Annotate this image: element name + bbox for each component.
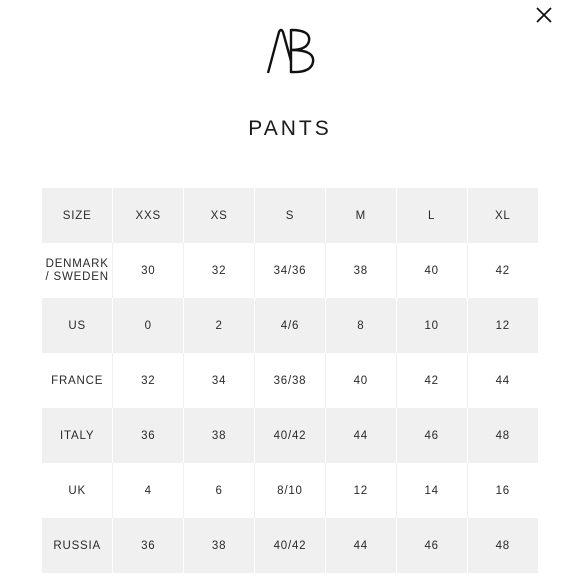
row-label: ITALY [42,408,113,463]
header-cell: XL [467,188,538,243]
table-row [42,353,538,408]
table-cell: 40 [325,353,396,408]
table-cell: 0 [113,298,184,353]
table-cell: 38 [184,518,255,573]
table-cell: 34/36 [255,243,326,298]
table-cell: 34 [184,353,255,408]
row-label [42,243,113,298]
table-cell: 42 [396,353,467,408]
table-cell: 12 [325,463,396,518]
row-label: UK [42,463,113,518]
page-title: PANTS [248,117,332,140]
table-header-row [42,188,538,243]
row-label-text: DENMARK / SWEDEN [45,257,109,283]
table-cell: 12 [467,298,538,353]
table-cell: 46 [396,518,467,573]
table-cell: 40/42 [255,408,326,463]
table-cell: 10 [396,298,467,353]
table-cell: 36 [113,518,184,573]
table-cell: 46 [396,408,467,463]
header-cell: SIZE [42,188,113,243]
table-cell: 4 [113,463,184,518]
close-icon [533,4,555,26]
row-label: FRANCE [42,353,113,408]
table-cell: 48 [467,408,538,463]
table-row [42,518,538,573]
table-row [42,298,538,353]
table-cell: 42 [467,243,538,298]
table-row [42,243,538,298]
size-table [42,188,538,573]
table-cell: 40/42 [255,518,326,573]
row-label: US [42,298,113,353]
table-cell: 14 [396,463,467,518]
table-cell: 38 [325,243,396,298]
table-cell: 44 [325,408,396,463]
table-cell: 38 [184,408,255,463]
brand-logo [265,26,317,76]
header-cell: XXS [113,188,184,243]
table-cell: 8/10 [255,463,326,518]
table-cell: 32 [113,353,184,408]
table-cell: 4/6 [255,298,326,353]
table-cell: 40 [396,243,467,298]
header-cell: S [255,188,326,243]
table-cell: 44 [325,518,396,573]
table-cell: 44 [467,353,538,408]
table-cell: 2 [184,298,255,353]
header-cell: M [325,188,396,243]
table-cell: 36 [113,408,184,463]
table-cell: 36/38 [255,353,326,408]
table-cell: 8 [325,298,396,353]
table-row [42,463,538,518]
table-cell: 16 [467,463,538,518]
table-row [42,408,538,463]
close-button[interactable] [533,4,555,26]
row-label: RUSSIA [42,518,113,573]
header-cell: L [396,188,467,243]
table-cell: 48 [467,518,538,573]
table-cell: 6 [184,463,255,518]
table-cell: 30 [113,243,184,298]
table-cell: 32 [184,243,255,298]
header-cell: XS [184,188,255,243]
